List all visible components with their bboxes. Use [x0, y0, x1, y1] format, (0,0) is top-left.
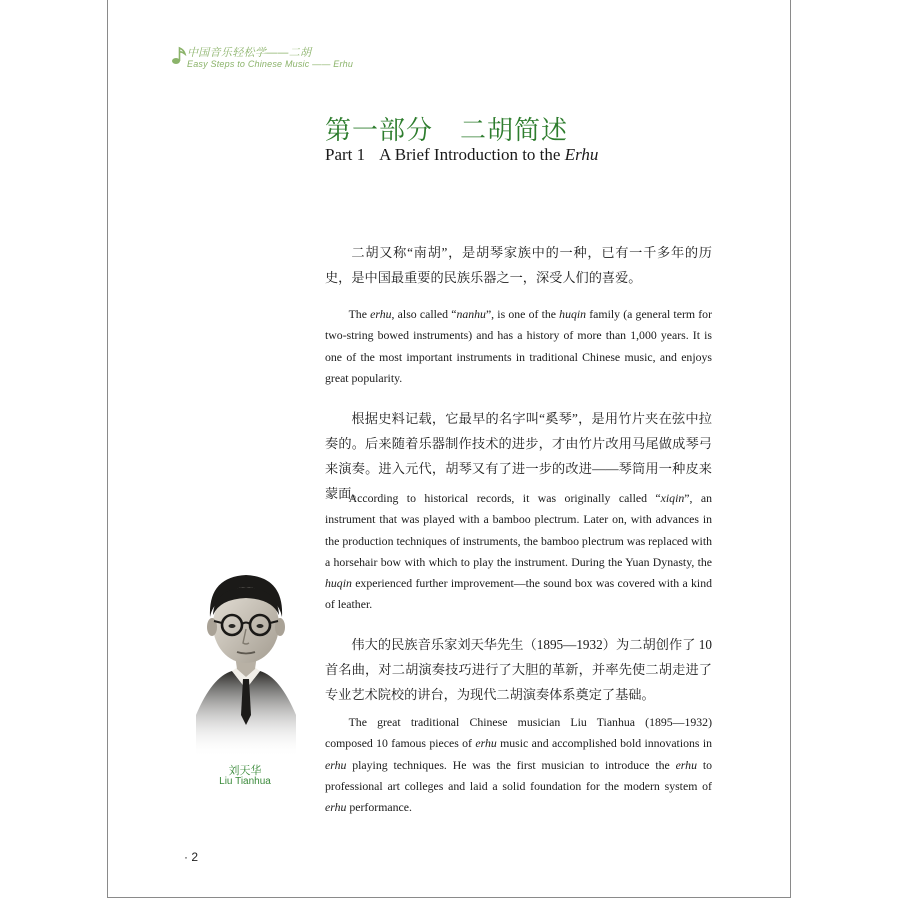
portrait-caption-en: Liu Tianhua	[219, 776, 271, 787]
paragraph-text: The great traditional Chinese musician Liu Tianhua (1895—1932) composed 10 famous pieces of erhu music and accomplished bold innovations in erhu playing techniques. He was the first musician to introduce the erhu to professional art colleges and laid a solid foundation for the modern system of erhu performance.	[325, 715, 713, 815]
paragraph-2-en	[325, 304, 712, 389]
chapter-title-en	[325, 145, 598, 165]
paragraph-text: 二胡又称“南胡”，是胡琴家族中的一种，已有一千多年的历史，是中国最重要的民族乐器之一，深受人们的喜爱。	[325, 245, 712, 285]
chapter-title-cn: 第一部分 二胡简述	[325, 116, 569, 146]
part-label: Part 1	[325, 145, 366, 164]
music-note-icon	[171, 46, 187, 66]
paragraph-text: The erhu, also called “nanhu”, is one of the huqin family (a general term for two-string bowed instruments) and has a history of more than 1,000 years. It is one of the most important instruments in traditional Chinese music, and enjoys great popularity.	[325, 307, 712, 385]
portrait-photo	[192, 565, 300, 757]
paragraph-5-cn	[325, 632, 712, 707]
paragraph-text: According to historical records, it was originally called “xiqin”, an instrument that was played with a bamboo plectrum. Later on, with advances in the production techniques of instruments, the bamboo plectrum was replaced with a horsehair bow with which to play the instrument. During the Yuan Dynasty, the huqin experienced further improvement—the sound box was covered with a kind of leather.	[325, 491, 712, 612]
portrait-caption-cn: 刘天华	[228, 764, 262, 777]
paragraph-6-en	[325, 712, 712, 818]
header-series-en: Easy Steps to Chinese Music —— Erhu	[187, 59, 354, 69]
paragraph-text: 根据史料记载，它最早的名字叫“奚琴”，是用竹片夹在弦中拉奏的。后来随着乐器制作技术的进步，才由竹片改用马尾做成琴弓来演奏。进入元代，胡琴又有了进一步的改进——琴筒用一种皮来蒙面。	[325, 411, 712, 501]
paragraph-4-en	[325, 488, 712, 616]
chapter-title-en-main: A Brief Introduction to the	[379, 145, 565, 164]
page-number: · 2	[184, 850, 199, 864]
paragraph-text: 伟大的民族音乐家刘天华先生（1895—1932）为二胡创作了 10 首名曲，对二胡演奏技巧进行了大胆的革新，并率先使二胡走进了专业艺术院校的讲台，为现代二胡演奏体系奠定了基础。	[325, 637, 712, 702]
chapter-title-en-italic: Erhu	[564, 145, 599, 164]
header-series-cn: 中国音乐轻松学——二胡	[187, 47, 312, 59]
paragraph-1-cn	[325, 240, 712, 290]
